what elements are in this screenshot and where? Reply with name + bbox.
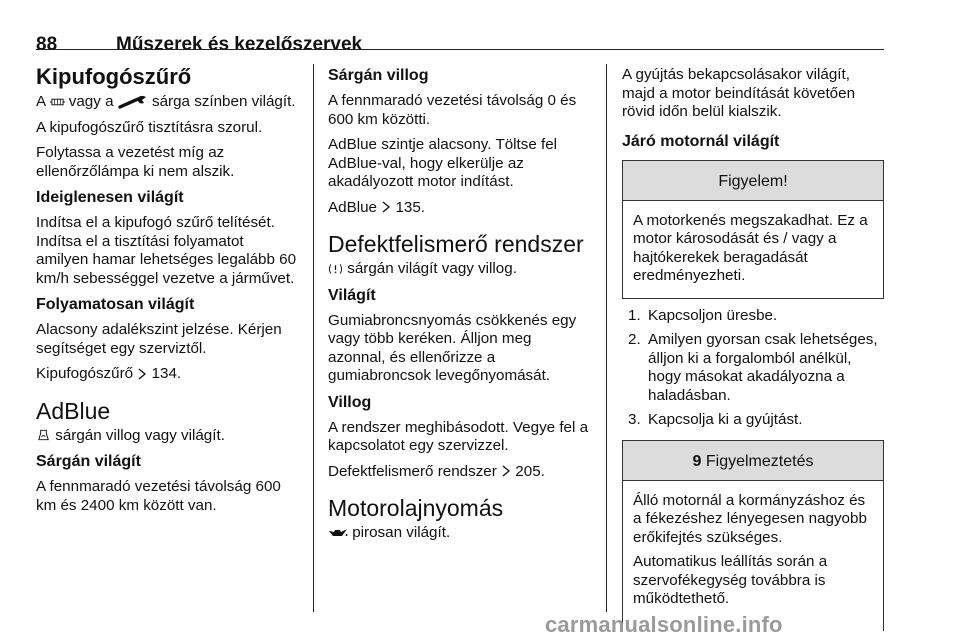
column-1 [36, 64, 298, 522]
column-2 [328, 64, 592, 550]
notice-text: A motorkenés megszakadhat. Ez a motor károsodását és / vagy a hajtókerekek beragadását eredményezheti. [633, 211, 868, 284]
list-item: 1. Kapcsoljon üresbe. [628, 306, 778, 324]
reference-page[interactable]: 134. [151, 365, 182, 382]
paragraph: Indítsa el a kipufogó szűrő telítését. Indítsa el a tisztítási folyamatot amilyen hamar lehetséges legalább 60 km/h sebességgel vezetve a járművet. [36, 214, 297, 287]
paragraph: A fennmaradó vezetési távolság 600 km és 2400 km között van. [36, 478, 281, 514]
subheading: Járó motornál világít [622, 132, 780, 150]
reference-page[interactable]: 205. [515, 462, 545, 480]
section-title-tire-pressure: Defektfelismerő rendszer [328, 231, 584, 257]
section-title-oil-pressure: Motorolajnyomás [328, 495, 504, 521]
subheading: Sárgán villog [328, 67, 429, 84]
exhaust-filter-icon [50, 96, 65, 108]
chapter-title: Műszerek és kezelőszervek [116, 34, 363, 55]
notice-box [622, 160, 884, 299]
steps-list [622, 307, 884, 430]
warning-symbol: 9 [692, 452, 702, 470]
warning-text: Álló motornál a kormányzáshoz és a fékezéshez lényegesen nagyobb erőkifejtés szükséges. [633, 491, 867, 546]
section-title-exhaust-filter: Kipufogószűrő [36, 64, 192, 89]
subheading: Sárgán világít [36, 453, 141, 470]
paragraph: Folytassa a vezetést míg az ellenőrzőlámpa ki nem alszik. [36, 144, 235, 180]
paragraph: A vagy a sárga színben világít. [36, 93, 296, 110]
tire-pressure-icon [328, 263, 343, 275]
watermark: carmanualsonline.info [545, 612, 783, 637]
adblue-icon [36, 429, 51, 441]
subheading: Ideiglenesen világít [36, 189, 184, 206]
paragraph: A rendszer meghibásodott. Vegye fel a kapcsolatot egy szervizzel. [328, 418, 589, 454]
paragraph: Alacsony adalékszint jelzése. Kérjen segítséget egy szerviztől. [36, 321, 282, 357]
warning-title: Figyelmeztetés [705, 452, 814, 470]
paragraph: AdBlue szintje alacsony. Töltse fel AdBlue-val, hogy elkerülje az akadályozott motor indítást. [328, 136, 558, 190]
paragraph: sárgán villog vagy világít. [36, 427, 298, 446]
paragraph: A kipufogószűrő tisztításra szorul. [36, 118, 263, 136]
list-item: 3. Kapcsolja ki a gyújtást. [628, 411, 803, 428]
cross-reference: AdBlue 135. [328, 198, 426, 216]
page-header [36, 34, 362, 56]
column-3 [622, 64, 884, 631]
subheading: Folyamatosan világít [36, 296, 195, 313]
reference-arrow-icon [137, 368, 147, 380]
paragraph: Gumiabroncsnyomás csökkenés egy vagy több keréken. Álljon meg azonnal, és ellenőrizze a gumiabroncsok levegőnyomását. [328, 311, 577, 384]
list-item: 2. Amilyen gyorsan csak lehetséges, álljon ki a forgalomból anélkül, hogy másokat akadályozna a haladásban. [628, 331, 878, 404]
cross-reference: Kipufogószűrő 134. [36, 365, 182, 382]
warning-text: Automatikus leállítás során a szervofékegység továbbra is működtethető. [633, 553, 828, 607]
reference-page[interactable]: 135. [395, 198, 426, 216]
reference-arrow-icon [501, 465, 511, 477]
column-divider-1 [313, 64, 314, 612]
page-number: 88 [36, 34, 58, 55]
subheading: Világít [328, 286, 376, 304]
warning-header [623, 441, 883, 481]
subheading: Villog [328, 393, 372, 411]
reference-arrow-icon [381, 201, 391, 213]
paragraph: A gyújtás bekapcsolásakor világít, majd a motor beindítását követően rövid időn belül kialszik. [622, 66, 856, 120]
warning-box [622, 440, 884, 631]
paragraph: sárgán világít vagy villog. [328, 260, 592, 279]
notice-title: Figyelem! [623, 161, 883, 201]
wrench-icon [118, 95, 148, 109]
section-title-adblue: AdBlue [36, 397, 111, 424]
oil-can-icon [328, 526, 348, 540]
header-rule [36, 49, 884, 50]
paragraph: pirosan világít. [328, 524, 592, 543]
cross-reference: Defektfelismerő rendszer 205. [328, 462, 545, 480]
column-divider-2 [606, 64, 607, 612]
paragraph: A fennmaradó vezetési távolság 0 és 600 km közötti. [328, 92, 577, 128]
